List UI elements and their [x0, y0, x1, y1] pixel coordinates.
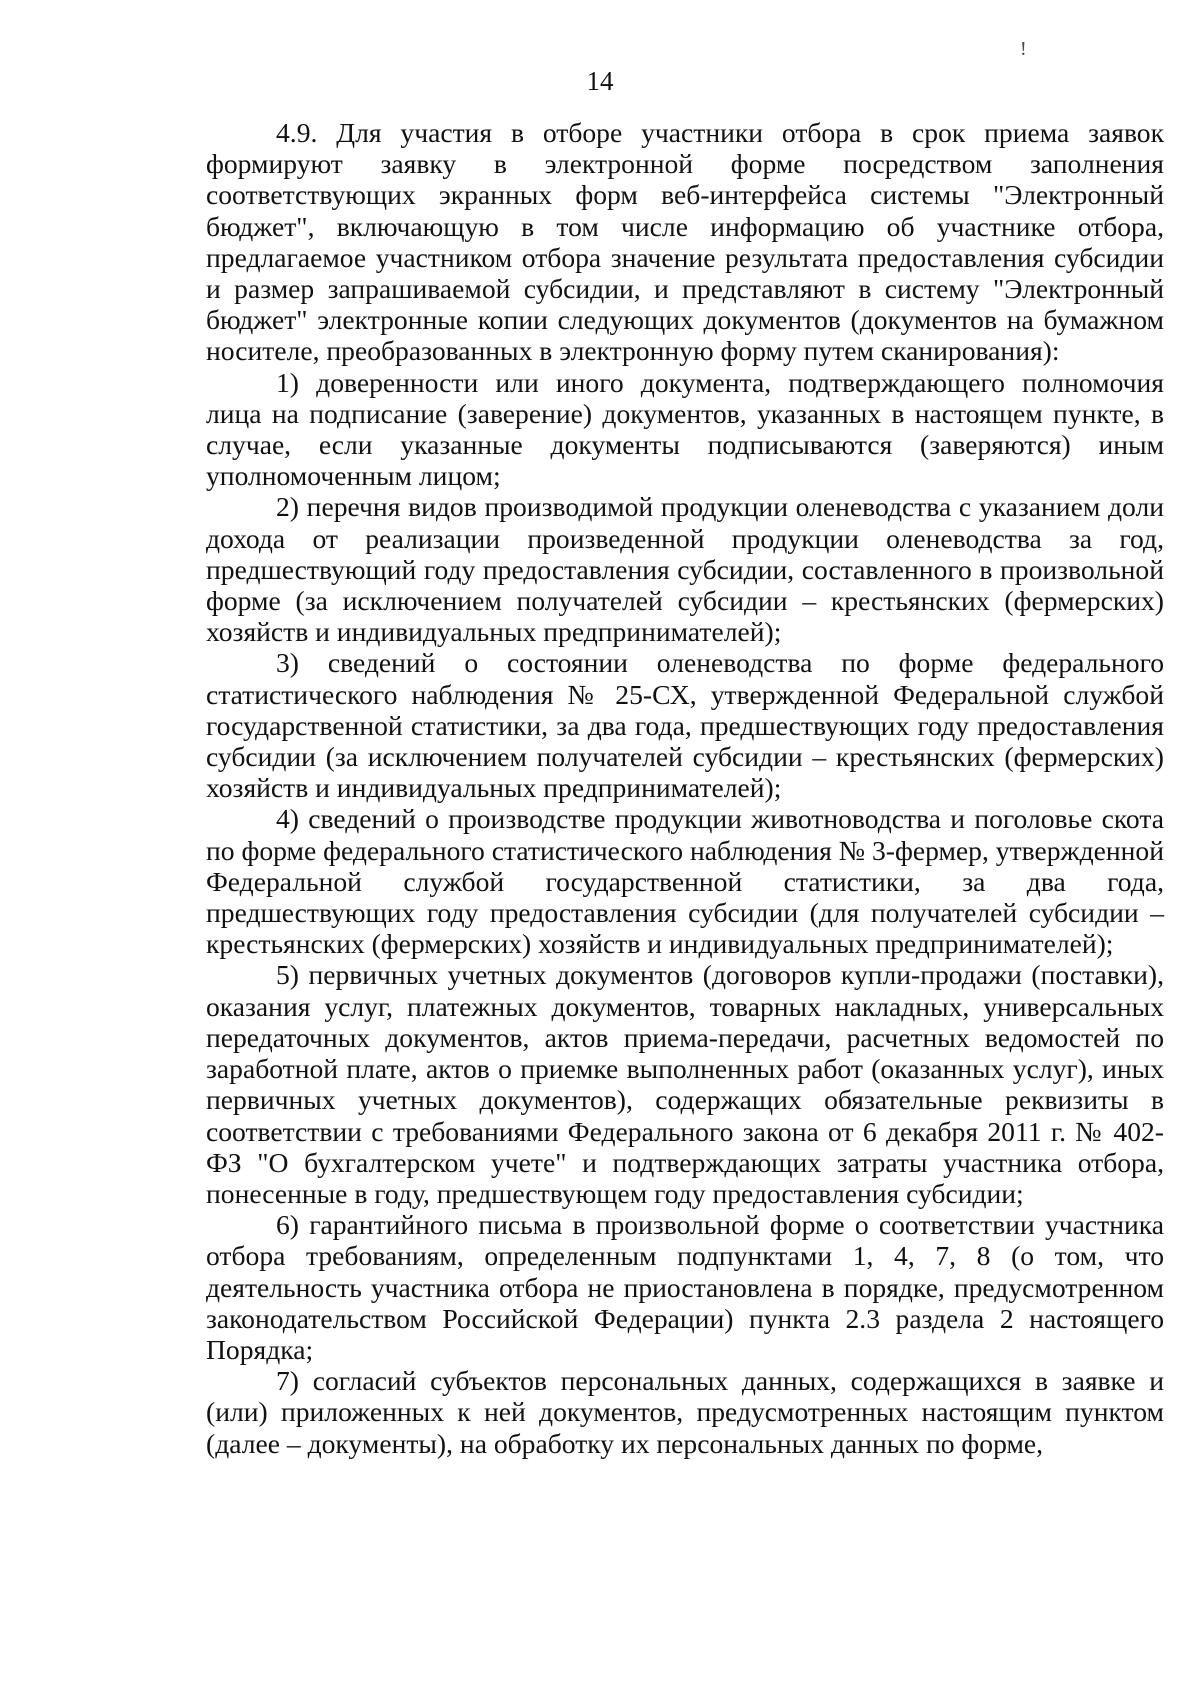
paragraph-4-9: 4.9. Для участия в отборе участники отбора в срок приема заявок формируют заявку в электронной форме посредством заполнения соответствующих экранных форм веб-интерфейса системы "Электронный бюджет", включающую в том числе информацию об участнике отбора, предлагаемое участником отбора значение результата предоставления субсидии и размер запрашиваемой субсидии, и представляют в систему "Электронный бюджет" электронные копии следующих документов (документов на бумажном носителе, преобразованных в электронную форму путем сканирования):: [206, 117, 1164, 367]
list-item-2: 2) перечня видов производимой продукции оленеводства с указанием доли дохода от реализации произведенной продукции оленеводства за год, предшествующий году предоставления субсидии, составленного в произвольной форме (за исключением получателей субсидии – крестьянских (фермерских) хозяйств и индивидуальных предпринимателей);: [206, 491, 1164, 648]
list-item-5: 5) первичных учетных документов (договоров купли-продажи (поставки), оказания услуг, платежных документов, товарных накладных, универсальных передаточных документов, актов приема-передачи, расчетных ведомостей по заработной плате, актов о приемке выполненных работ (оказанных услуг), иных первичных учетных документов), содержащих обязательные реквизиты в соответствии с требованиями Федерального закона от 6 декабря 2011 г. № 402-ФЗ "О бухгалтерском учете" и подтверждающих затраты участника отбора, понесенные в году, предшествующем году предоставления субсидии;: [206, 959, 1164, 1209]
page-number: 14: [586, 66, 614, 96]
margin-mark: !: [1020, 38, 1027, 60]
document-body: [206, 117, 1164, 1459]
list-item-3: 3) сведений о состоянии оленеводства по форме федерального статистического наблюдения № 25-СХ, утвержденной Федеральной службой государственной статистики, за два года, предшествующих году предоставления субсидии (за исключением получателей субсидии – крестьянских (фермерских) хозяйств и индивидуальных предпринимателей);: [206, 647, 1164, 804]
list-item-1: 1) доверенности или иного документа, подтверждающего полномочия лица на подписание (заверение) документов, указанных в настоящем пункте, в случае, если указанные документы подписываются (заверяются) иным уполномоченным лицом;: [206, 366, 1164, 492]
list-item-6: 6) гарантийного письма в произвольной форме о соответствии участника отбора требованиям, определенным подпунктами 1, 4, 7, 8 (о том, что деятельность участника отбора не приостановлена в порядке, предусмотренном законодательством Российской Федерации) пункта 2.3 раздела 2 настоящего Порядка;: [206, 1209, 1164, 1365]
list-item-4: 4) сведений о производстве продукции животноводства и поголовье скота по форме федерального статистического наблюдения № 3-фермер, утвержденной Федеральной службой государственной статистики, за два года, предшествующих году предоставления субсидии (для получателей субсидии – крестьянских (фермерских) хозяйств и индивидуальных предпринимателей);: [206, 803, 1164, 960]
list-item-7: 7) согласий субъектов персональных данных, содержащихся в заявке и (или) приложенных к ней документов, предусмотренных настоящим пунктом (далее – документы), на обработку их персональных данных по форме,: [206, 1365, 1164, 1459]
